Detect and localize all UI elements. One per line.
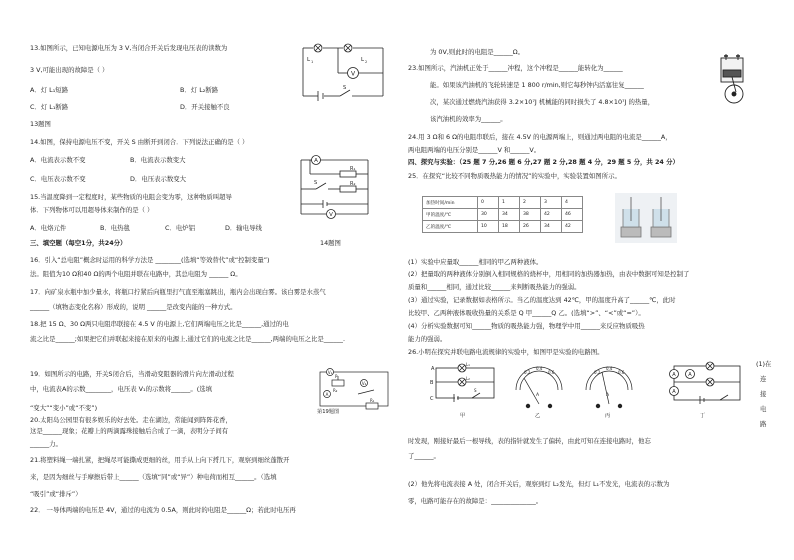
table-cell: 10 <box>478 221 499 233</box>
table-header-cell: 0 <box>478 197 499 209</box>
svg-text:S: S <box>314 180 318 186</box>
table-cell: 42 <box>562 221 583 233</box>
table-header-cell: 加热时间/min <box>423 197 478 209</box>
table-cell: 34 <box>499 209 520 221</box>
svg-text:A: A <box>688 372 692 378</box>
table-header-row <box>423 197 583 209</box>
svg-text:L₂: L₂ <box>466 376 470 381</box>
q26-side-1: (1)在 <box>756 360 772 368</box>
table-header-cell: 1 <box>499 197 520 209</box>
q25-part2a: (2）把量取的两种液体分别倒入相同规格的烧杯中，用相同的加热器加热，由表中数据可知是控制了 <box>408 270 690 278</box>
svg-text:0.4: 0.4 <box>536 366 543 371</box>
table-header-cell: 3 <box>541 197 562 209</box>
q25-part4a: (4）分析实验数据可知______物质的吸热能力强，物理学中用______来反应物质吸热 <box>408 322 645 330</box>
q23-engine-diagram <box>712 52 752 107</box>
q26-label-bing: 丙 <box>605 413 611 419</box>
table-cell: 甲的温度/℃ <box>423 209 478 221</box>
q24-line2: 两电阻两端的电压分别是______V 和______V。 <box>408 146 541 154</box>
q19-caption: 第19题图 <box>317 409 340 415</box>
q26-side-3: 接 <box>760 390 767 398</box>
q19-line3: “变大”“变小”或“不变”) <box>30 404 98 412</box>
q25-part4b: 能力的强弱。 <box>408 335 447 343</box>
q21-line2: 来，是因为细丝与手摩擦后带上______（选填“同”或“异”）种电荷而相互______。（选填 <box>30 473 277 481</box>
q15-option-a: A．电烙元件 <box>30 224 67 232</box>
svg-text:S: S <box>474 388 477 393</box>
svg-text:V: V <box>350 70 356 78</box>
q26-part2a: (2）他先将电流表接 A 处，闭合开关后，观察到灯 L₂发光，但灯 L₁不发光，电流表的示数为 <box>408 480 670 488</box>
q25-data-table <box>422 196 583 233</box>
svg-text:A: A <box>431 366 435 372</box>
q14-option-b: B．电流表示数变大 <box>130 156 186 164</box>
q19-circuit-diagram <box>318 370 390 410</box>
svg-text:A: A <box>672 389 676 395</box>
svg-text:C: C <box>430 396 434 402</box>
q14-option-a: A．电流表示数不变 <box>30 156 86 164</box>
svg-text:A: A <box>325 392 329 397</box>
svg-text:S: S <box>343 85 347 91</box>
svg-text:L: L <box>361 57 365 63</box>
q20-line1: 20.太阳岛公园里有很多娱乐的好去处。走在湖边，常能闻到阵阵花香， <box>30 416 232 424</box>
q13-option-b: B．灯 L₂断路 <box>180 86 219 94</box>
q16-line2: 法。阻值为10 Ω和40 Ω的两个电阻并联在电路中，其总电阻为 ______ Ω。 <box>30 270 242 278</box>
svg-text:R₂: R₂ <box>350 181 356 187</box>
table-cell: 38 <box>520 209 541 221</box>
table-cell: 34 <box>541 221 562 233</box>
q26-label-jia: 甲 <box>460 413 466 419</box>
table-row <box>423 209 583 221</box>
section4-heading: 四、探究与实验：（25 题 7 分,26 题 6 分,27 题 2 分,28 题 4 分，29 题 5 分，共 24 分） <box>408 158 679 166</box>
svg-text:2: 2 <box>365 60 368 64</box>
svg-text:0.2: 0.2 <box>594 370 601 375</box>
svg-text:V: V <box>329 212 333 218</box>
q15-line1: 15.当温度降到一定程度时，某些物质的电阻会变为零，这种物质叫超导 <box>30 193 232 201</box>
svg-text:R₁: R₁ <box>350 166 356 172</box>
q14-caption: 14题图 <box>320 239 341 247</box>
svg-text:1: 1 <box>311 60 314 64</box>
svg-text:V₂: V₂ <box>361 381 367 386</box>
q15-option-c: C．电炉铝 <box>165 224 196 232</box>
svg-text:R₁: R₁ <box>370 398 375 403</box>
q15-option-b: B．电热毯 <box>100 224 130 232</box>
q23-line3: 次，某次通过燃烧汽油获得 3.2×10⁷J 机械能的同时损失了 4.8×10⁷J 的热量， <box>430 98 655 106</box>
svg-text:0.6: 0.6 <box>618 370 625 375</box>
q25-part1: (1）实验中应量取______相同的甲乙两种液体。 <box>408 258 543 266</box>
q19-line2: 中，电流表A的示数________，电压表 V₁的示数将______。(选填 <box>30 385 212 393</box>
q26-circuit-ding <box>660 360 752 410</box>
svg-text:A: A <box>314 158 318 164</box>
q13-option-c: C．灯 L₁断路 <box>30 103 69 111</box>
q23-line2: 能。如果该汽油机的飞轮转速是 1 800 r/min,则它每秒钟内活塞往复______ <box>430 81 644 89</box>
svg-text:0.4: 0.4 <box>606 366 613 371</box>
q26-circuit-jia <box>428 362 500 410</box>
q26-meter-bing <box>580 360 638 412</box>
q25-beaker-apparatus <box>615 193 677 243</box>
q26-side-2: 连 <box>760 375 767 383</box>
svg-text:A: A <box>672 372 676 378</box>
q14-line1: 14.如图，保持电源电压不变，开关 S 由断开到闭合．下列说法正确的是（ ） <box>30 138 249 146</box>
q22-line1: 22． 一导体两端的电压是 4V，通过的电流为 0.5A，则此时的电阻是______Ω；若此时电压再 <box>30 506 296 514</box>
q25-part3b: 比较甲、乙两种液体吸收热量的关系是 Q 甲______Q 乙。(选填“>”、“<”或“=”）。 <box>408 309 645 317</box>
q20-line3: ______力。 <box>30 440 62 448</box>
svg-text:L₁: L₁ <box>466 362 470 367</box>
svg-text:B: B <box>430 380 434 386</box>
svg-text:L: L <box>307 57 311 63</box>
q22-continuation: 为 0V,则此时的电阻是______Ω。 <box>430 48 525 56</box>
q26-label-yi: 乙 <box>535 413 541 419</box>
q23-line4: 该汽油机的效率为______。 <box>430 115 507 123</box>
q26-side-4: 电 <box>760 405 767 413</box>
q15-line2: 体．下列物体可以用超导体来制作的是（ ） <box>30 206 154 214</box>
q24-line1: 24.用 3 Ω和 6 Ω的电阻串联后，接在 4.5V 的电源两端上，则通过两电阻的电流是______A， <box>408 133 672 141</box>
q26-part2b: 零，电路可能存在的故障是：______________。 <box>408 497 543 505</box>
svg-text:P: P <box>335 374 338 379</box>
q14-option-d: D．电压表示数变大 <box>130 175 187 183</box>
q21-line3: “吸引”或“排斥”） <box>30 490 82 498</box>
table-cell: 46 <box>562 209 583 221</box>
q14-circuit-diagram <box>298 152 373 224</box>
q21-line1: 21.将塑料绳一端扎紧，把绳尽可能撕成更细的丝，用手从上向下捋几下，观察到细丝蓬散开 <box>30 456 290 464</box>
svg-text:V₁: V₁ <box>327 370 333 375</box>
q25-part2b: 质量和______相同，通过比较______来判断吸热能力的强弱。 <box>408 283 581 291</box>
q13-caption: 13题图 <box>30 120 51 128</box>
table-cell: 18 <box>499 221 520 233</box>
q26-line1: 26.小明在探究并联电路电流规律的实验中，如图甲是实验的电路图。 <box>408 348 604 356</box>
q16-line1: 16．引入“总电阻”概念时运用的科学方法是 ________(选填“等效替代”或“控制变量”) <box>30 256 270 264</box>
q26-side-5: 路 <box>760 420 767 428</box>
q13-option-d: D．开关接触不良 <box>180 103 230 111</box>
q13-circuit-diagram <box>298 42 388 102</box>
q18-line2: 流之比是______;如果把它们并联起来接在原来的电源上,通过它们的电流之比是______,两端的电压之比是______. <box>30 335 345 343</box>
svg-text:R₂: R₂ <box>333 388 338 393</box>
q17-line2: ______（填物态变化名称）形成的，说明 ______是改变内能的一种方式。 <box>30 303 237 311</box>
q18-line1: 18.把 15 Ω、30 Ω两只电阻串联接在 4.5 V 的电源上,它们两端电压之比是______,通过的电 <box>30 320 289 328</box>
q19-line1: 19．如图所示的电路，开关S闭合后，当滑动变阻器的滑片向左滑动过程 <box>30 370 234 378</box>
q20-line2: 这是______现象；花瓣上的两滴露珠接触后合成了一滴，表明分子间有 <box>30 427 229 435</box>
q23-line1: 23.如图所示，汽油机正处于______冲程，这个冲程是______能转化为______ <box>408 64 623 72</box>
table-row <box>423 221 583 233</box>
q15-option-d: D．输电导线 <box>225 224 262 232</box>
svg-text:A: A <box>606 393 610 398</box>
q26-part1b: 了______。 <box>408 452 440 460</box>
q26-label-ding: 丁 <box>700 413 706 419</box>
q26-meter-yi <box>510 360 568 412</box>
table-cell: 42 <box>541 209 562 221</box>
table-header-cell: 2 <box>520 197 541 209</box>
q17-line1: 17．向矿泉水瓶中加少量水，将瓶口拧紧后向瓶里打气直至瓶塞跳出，瓶内会出现白雾。该白雾是水蒸气 <box>30 288 326 296</box>
q25-part3a: (3）通过实验，记录数据如表格所示。当乙的温度达到 42℃，甲的温度升高了______℃，此时 <box>408 296 676 304</box>
q13-option-a: A．灯 L₁短路 <box>30 86 69 94</box>
q13-line1: 13.如图所示，已知电源电压为 3 V,当闭合开关后发现电压表的读数为 <box>30 44 228 52</box>
svg-text:0.2: 0.2 <box>524 370 531 375</box>
svg-text:0.6: 0.6 <box>548 370 555 375</box>
svg-text:A: A <box>536 393 540 398</box>
q14-option-c: C．电压表示数不变 <box>30 175 86 183</box>
q13-line2: 3 V,可能出现的故障是（ ） <box>30 66 109 74</box>
table-cell: 26 <box>520 221 541 233</box>
table-cell: 30 <box>478 209 499 221</box>
q25-line1: 25．在探究“比较不同物质吸热能力的情况”的实验中，实验装置如图所示。 <box>408 172 621 180</box>
section3-heading: 三、填空题（每空1分，共24分） <box>30 239 127 247</box>
table-header-cell: 4 <box>562 197 583 209</box>
table-cell: 乙的温度/℃ <box>423 221 478 233</box>
q26-part1a: 时发现，刚接好最后一根导线，表的指针就发生了偏转，由此可知在连接电路时，他忘 <box>408 437 651 445</box>
